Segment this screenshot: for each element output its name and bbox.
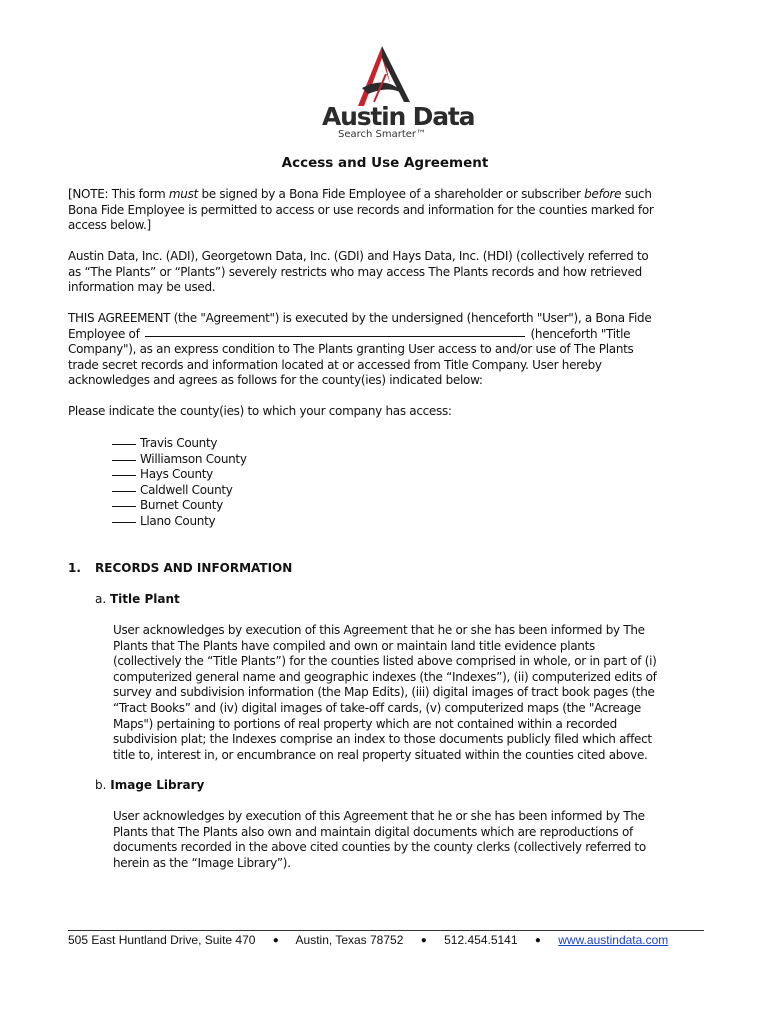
body-line: Plants that The Plants have compiled and own or maintain land title evidence plants bbox=[113, 638, 595, 653]
county-check-blank[interactable] bbox=[112, 475, 136, 476]
county-item bbox=[112, 452, 247, 468]
subsection-a-body bbox=[113, 623, 713, 763]
intro-line: Austin Data, Inc. (ADI), Georgetown Data, Inc. (GDI) and Hays Data, Inc. (HDI) (collectively referred to bbox=[68, 249, 649, 263]
website-link[interactable]: www.austindata.com bbox=[558, 933, 669, 947]
agreement-paragraph bbox=[68, 311, 708, 389]
body-line: User acknowledges by execution of this Agreement that he or she has been informed by The bbox=[113, 809, 645, 823]
county-prompt: Please indicate the county(ies) to which your company has access: bbox=[68, 404, 452, 418]
county-item bbox=[112, 514, 247, 530]
subsection-marker: a. bbox=[95, 592, 107, 606]
body-line: Maps") pertaining to portions of real property which are not contained within a recorded bbox=[113, 716, 617, 731]
logo-wordmark: Austin Data bbox=[322, 102, 475, 131]
body-line: computerized general name and geographic indexes (the “Indexes”), (ii) computerized edits of bbox=[113, 669, 657, 684]
intro-paragraph bbox=[68, 249, 708, 296]
footer-city: Austin, Texas 78752 bbox=[295, 933, 404, 947]
subsection-b-heading bbox=[95, 778, 204, 792]
bullet-icon: ● bbox=[272, 935, 279, 946]
county-label: Llano County bbox=[140, 513, 216, 528]
employer-suffix: (henceforth "Title bbox=[530, 326, 631, 341]
body-line: documents recorded in the above cited counties by the county clerks (collectively referred to bbox=[113, 840, 646, 855]
body-line: herein as the “Image Library”). bbox=[113, 855, 291, 870]
county-checklist bbox=[112, 436, 247, 530]
subsection-title: Title Plant bbox=[110, 592, 180, 606]
note-line: Bona Fide Employee is permitted to access or use records and information for the counties marked for bbox=[68, 202, 654, 217]
county-item bbox=[112, 467, 247, 483]
bullet-icon: ● bbox=[420, 935, 427, 946]
employer-name-blank[interactable] bbox=[145, 336, 525, 337]
agreement-line: Company"), as an express condition to The Plants granting User access to and/or use of The Plants bbox=[68, 342, 634, 357]
subsection-marker: b. bbox=[95, 778, 107, 792]
intro-line: information may be used. bbox=[68, 280, 216, 295]
county-item bbox=[112, 483, 247, 499]
bullet-icon: ● bbox=[534, 935, 541, 946]
section-number: 1. bbox=[68, 561, 81, 575]
county-label: Williamson County bbox=[140, 451, 247, 466]
county-item bbox=[112, 498, 247, 514]
footer-address: 505 East Huntland Drive, Suite 470 bbox=[68, 933, 256, 947]
note-line: access below.] bbox=[68, 218, 151, 233]
subsection-title: Image Library bbox=[110, 778, 205, 792]
body-line: survey and subdivision information (the Map Edits), (iii) digital images of tract book pages (the bbox=[113, 685, 655, 700]
document-title: Access and Use Agreement bbox=[281, 155, 489, 171]
agreement-line-employer bbox=[68, 327, 708, 343]
county-item bbox=[112, 436, 247, 452]
section-title: RECORDS AND INFORMATION bbox=[95, 561, 293, 575]
body-line: “Tract Books” and (iv) digital images of take-off cards, (v) computerized maps (the "Acreage bbox=[113, 700, 642, 715]
intro-line: as “The Plants” or “Plants”) severely restricts who may access The Plants records and how retrieved bbox=[68, 264, 642, 279]
employer-label: Employee of bbox=[68, 326, 140, 341]
county-check-blank[interactable] bbox=[112, 444, 136, 445]
county-label: Caldwell County bbox=[140, 482, 233, 497]
footer-phone: 512.454.5141 bbox=[444, 933, 518, 947]
note-line: [NOTE: This form must be signed by a Bona Fide Employee of a shareholder or subscriber before such bbox=[68, 187, 652, 201]
agreement-line: acknowledges and agrees as follows for the county(ies) indicated below: bbox=[68, 373, 483, 388]
body-line: User acknowledges by execution of this Agreement that he or she has been informed by The bbox=[113, 623, 645, 637]
page-footer bbox=[68, 933, 708, 947]
agreement-line: trade secret records and information located at or accessed from Title Company. User hereby bbox=[68, 357, 602, 372]
logo-tagline: Search Smarter™ bbox=[338, 129, 427, 140]
body-line: (collectively the “Title Plants”) for the counties listed above comprised in whole, or in part of (i) bbox=[113, 654, 657, 669]
county-check-blank[interactable] bbox=[112, 460, 136, 461]
body-line: subdivision plat; the Indexes comprise an index to those documents publicly filed which affect bbox=[113, 732, 652, 747]
county-check-blank[interactable] bbox=[112, 522, 136, 523]
county-label: Travis County bbox=[140, 436, 218, 450]
subsection-a-heading bbox=[95, 592, 180, 606]
county-label: Burnet County bbox=[140, 498, 223, 513]
body-line: title to, interest in, or encumbrance on real property situated within the counties cited above. bbox=[113, 747, 648, 762]
subsection-b-body bbox=[113, 809, 713, 871]
county-check-blank[interactable] bbox=[112, 506, 136, 507]
agreement-line: THIS AGREEMENT (the "Agreement") is executed by the undersigned (henceforth "User"), a Bona Fide bbox=[68, 311, 652, 325]
body-line: Plants that The Plants also own and maintain digital documents which are reproductions of bbox=[113, 824, 633, 839]
footer-divider bbox=[68, 930, 704, 931]
note-paragraph bbox=[68, 187, 708, 234]
county-check-blank[interactable] bbox=[112, 491, 136, 492]
county-label: Hays County bbox=[140, 467, 213, 482]
